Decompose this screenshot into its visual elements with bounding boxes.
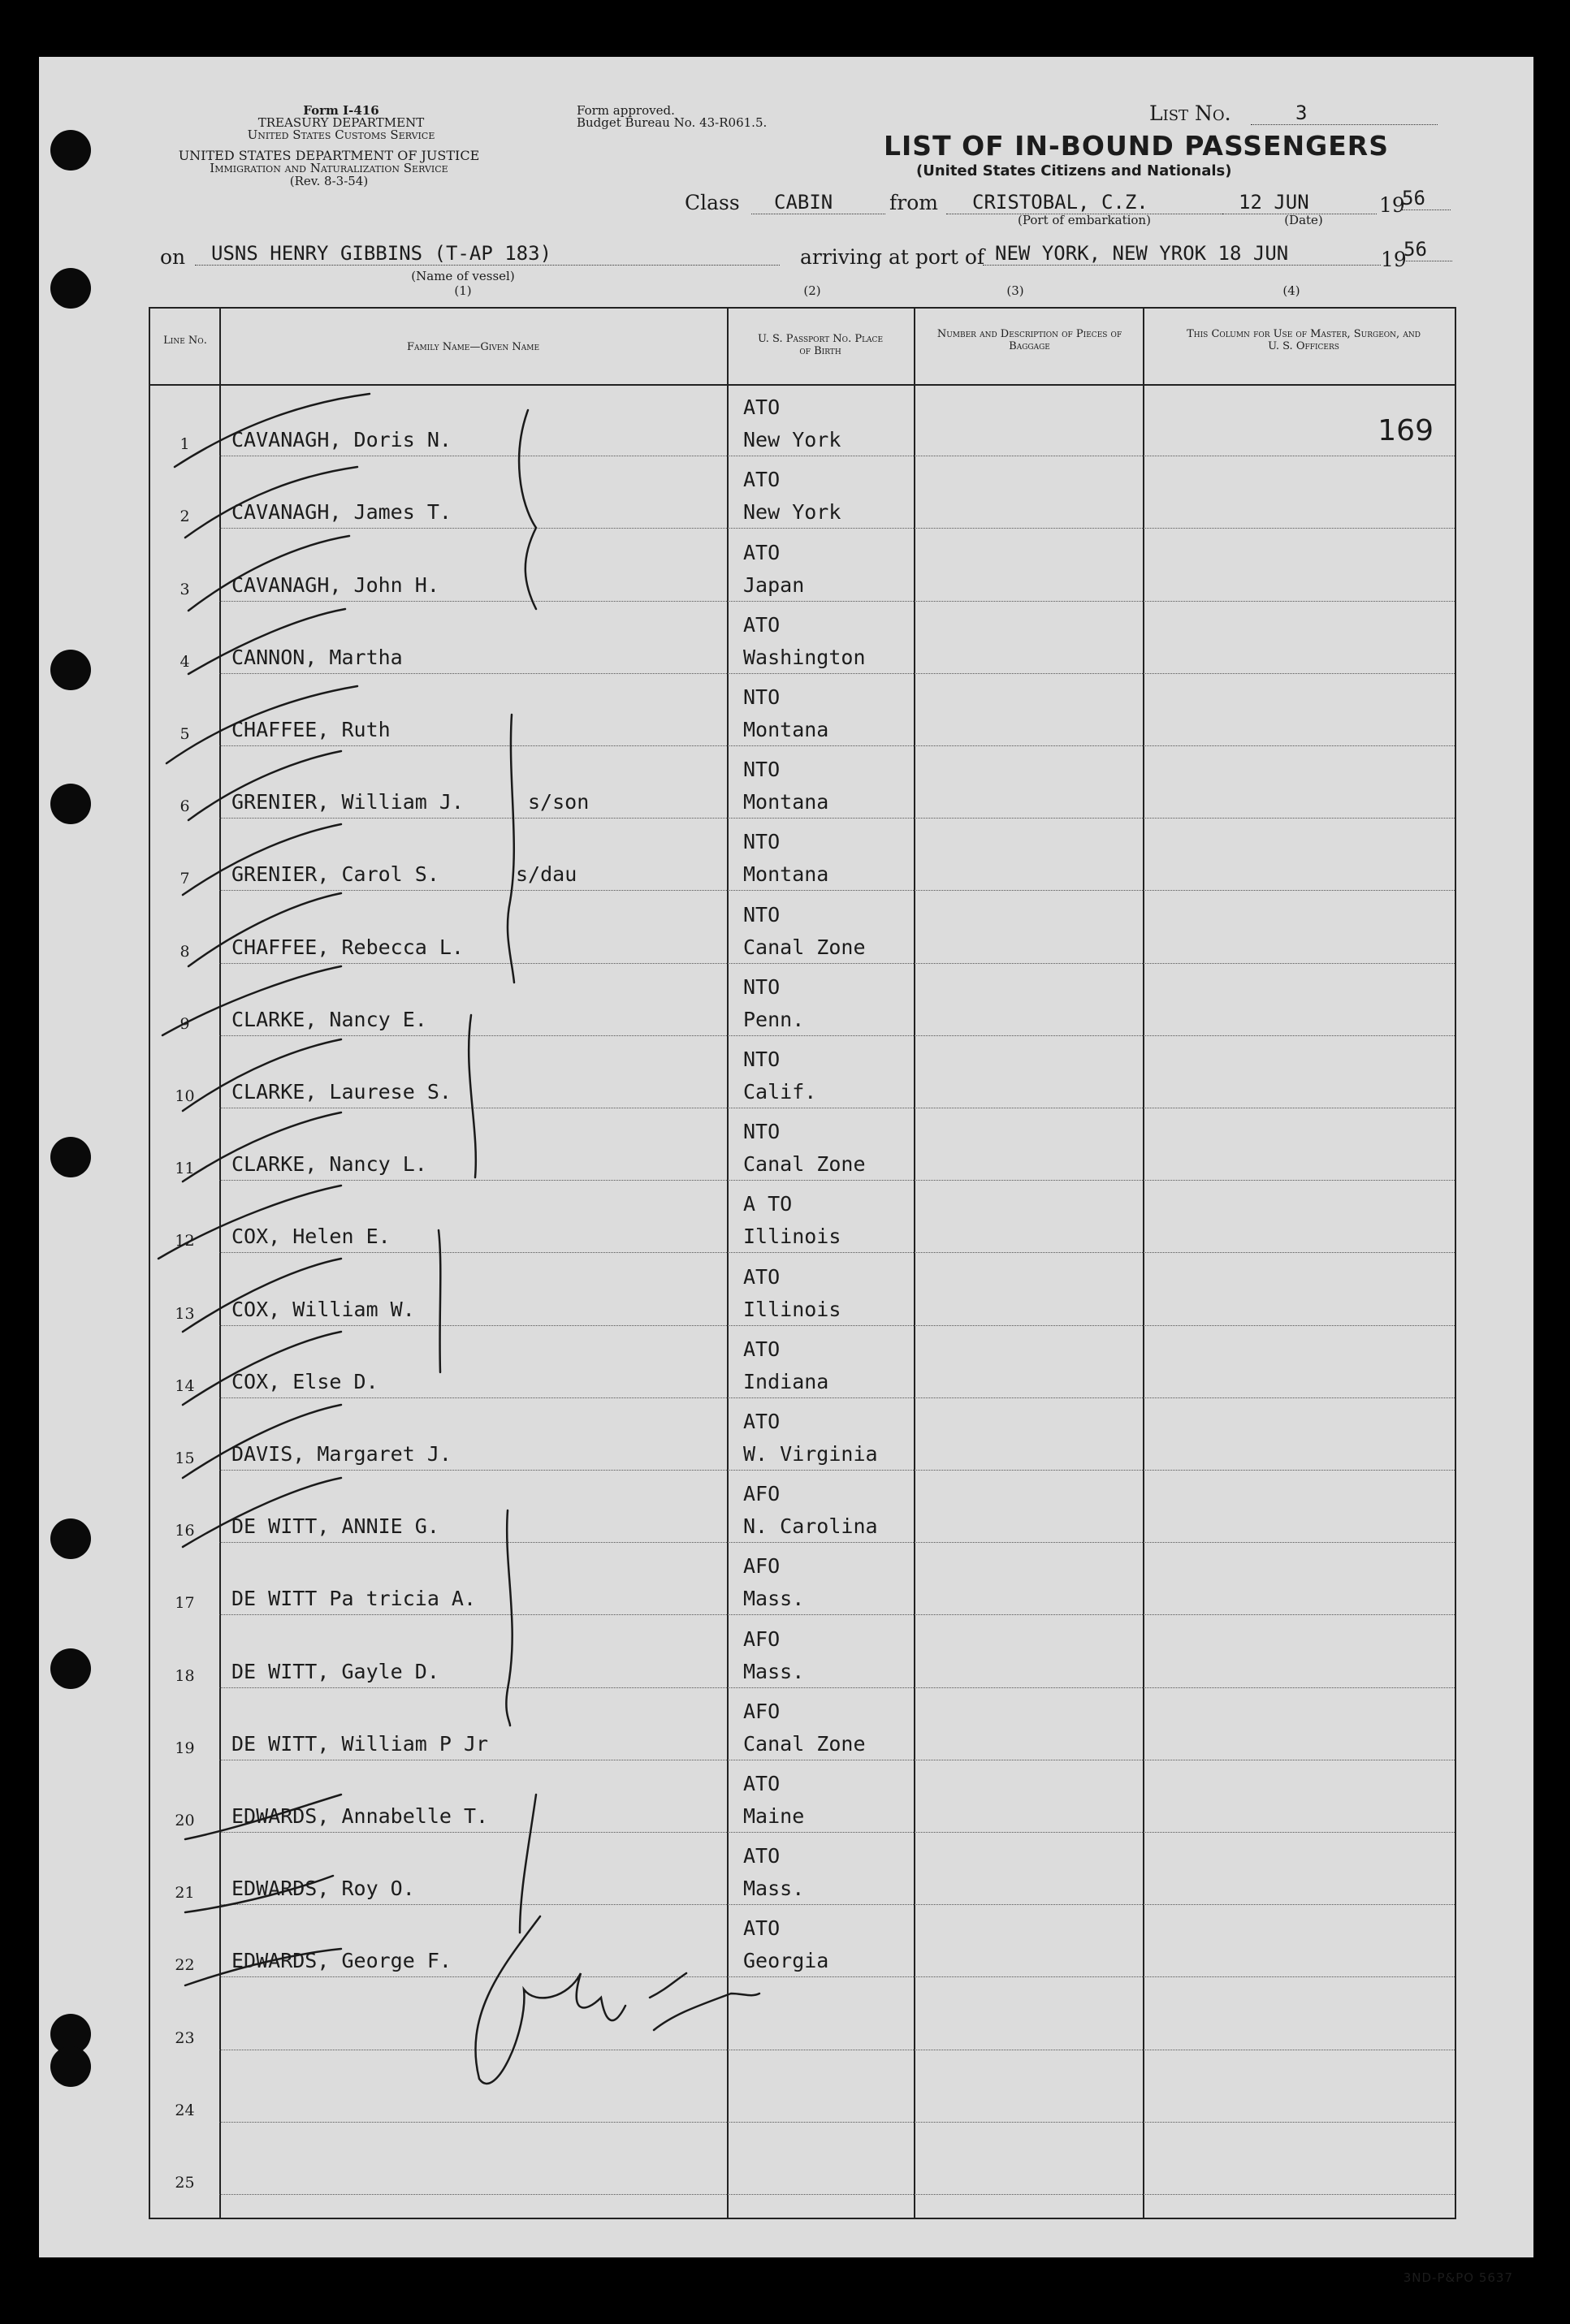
line-number: 21 [175, 1884, 195, 1903]
line-number: 17 [175, 1594, 195, 1613]
place-of-birth: N. Carolina [743, 1514, 878, 1539]
passenger-name: CLARKE, Laurese S. [231, 1079, 452, 1104]
table-row [150, 1833, 1455, 1905]
passenger-name: EDWARDS, George F. [231, 1949, 452, 1973]
table-row [150, 746, 1455, 819]
place-of-birth: Japan [743, 572, 805, 597]
arrival-year-prefix: 19 [1381, 248, 1407, 271]
passenger-name: CAVANAGH, John H. [231, 572, 439, 597]
class-label: Class [685, 191, 740, 214]
passport-code: A TO [743, 1192, 793, 1216]
line-number: 18 [175, 1666, 195, 1685]
place-of-birth: Illinois [743, 1225, 841, 1249]
table-row [150, 1543, 1455, 1615]
passenger-name: CAVANAGH, James T. [231, 500, 452, 525]
line-number: 22 [175, 1956, 195, 1975]
line-number: 12 [175, 1232, 195, 1251]
header-officers: This Column for Use of Master, Surgeon, and U. S. Officers [1187, 328, 1421, 352]
passport-code: ATO [743, 1916, 781, 1941]
budget-bureau: Budget Bureau No. 43-R061.5. [577, 115, 768, 130]
list-no-value: 3 [1251, 102, 1438, 125]
column-1-number: (1) [454, 283, 472, 298]
line-number: 4 [179, 652, 190, 671]
relation-note: s/dau [516, 862, 577, 887]
line-number: 19 [175, 1739, 195, 1757]
place-of-birth: Canal Zone [743, 935, 866, 959]
line-number: 15 [175, 1449, 195, 1467]
header-baggage: Number and Description of Pieces of Baggage [936, 328, 1122, 352]
passenger-name: EDWARDS, Annabelle T. [231, 1803, 489, 1828]
passenger-name: COX, Else D. [231, 1369, 378, 1393]
place-of-birth: Illinois [743, 1297, 841, 1321]
passenger-name: GRENIER, Carol S. [231, 862, 439, 887]
line-number: 10 [175, 1086, 195, 1105]
place-of-birth: Montana [743, 790, 829, 814]
place-of-birth: Indiana [743, 1369, 829, 1393]
year-suffix: 56 [1402, 187, 1451, 210]
passenger-name: EDWARDS, Roy O. [231, 1877, 415, 1901]
passenger-name: CANNON, Martha [231, 645, 403, 669]
place-of-birth: Calif. [743, 1079, 817, 1104]
place-of-birth: Mass. [743, 1659, 805, 1683]
form-title: LIST OF IN-BOUND PASSENGERS [884, 130, 1389, 162]
passenger-name: COX, William W. [231, 1297, 415, 1321]
passport-code: ATO [743, 1337, 781, 1361]
passport-code: NTO [743, 685, 781, 709]
on-label: on [160, 245, 186, 269]
passenger-name: DE WITT, ANNIE G. [231, 1514, 439, 1539]
table-row [150, 529, 1455, 601]
place-of-birth: New York [743, 428, 841, 452]
table-row [150, 1036, 1455, 1108]
table-row [150, 384, 1455, 456]
arriving-label: arriving at port of [800, 245, 985, 269]
column-3-number: (3) [1006, 283, 1024, 298]
passenger-name: CAVANAGH, Doris N. [231, 428, 452, 452]
arrival-year-suffix: 56 [1403, 238, 1452, 261]
line-number: 14 [175, 1376, 195, 1395]
passenger-name: CLARKE, Nancy L. [231, 1152, 427, 1177]
line-number: 3 [179, 580, 190, 598]
line-number: 20 [175, 1811, 195, 1829]
customs-label: United States Customs Service [247, 127, 435, 142]
line-number: 25 [175, 2173, 195, 2192]
line-number: 1 [179, 435, 190, 454]
place-of-birth: Mass. [743, 1587, 805, 1611]
place-of-birth: Maine [743, 1803, 805, 1828]
line-number: 5 [179, 724, 190, 743]
passport-code: ATO [743, 1771, 781, 1795]
justice-label: UNITED STATES DEPARTMENT OF JUSTICE [178, 148, 480, 163]
table-row [150, 1471, 1455, 1543]
row-rule [219, 2194, 1455, 2195]
embark-date: 12 JUN [1222, 191, 1377, 214]
header-line-no: Line No. [163, 335, 207, 347]
punch-hole [50, 1518, 91, 1559]
treasury-label: TREASURY DEPARTMENT [257, 115, 425, 130]
vessel-caption: (Name of vessel) [411, 269, 515, 283]
list-no-label: List No. [1149, 102, 1231, 125]
passenger-total: 169 [1378, 414, 1434, 447]
passenger-name: GRENIER, William J. [231, 790, 464, 814]
line-number: 16 [175, 1522, 195, 1540]
punch-hole [50, 1137, 91, 1177]
table-row [150, 819, 1455, 891]
place-of-birth: Washington [743, 645, 866, 669]
place-of-birth: Montana [743, 717, 829, 741]
passport-code: NTO [743, 758, 781, 782]
punch-hole [50, 784, 91, 824]
passport-code: NTO [743, 1047, 781, 1071]
place-of-birth: New York [743, 500, 841, 525]
passport-code: ATO [743, 395, 781, 420]
form-subtitle: (United States Citizens and Nationals) [916, 162, 1232, 179]
table-row [150, 2050, 1455, 2123]
punch-hole [50, 130, 91, 171]
place-of-birth: Canal Zone [743, 1731, 866, 1756]
revision-label: (Rev. 8-3-54) [289, 174, 369, 188]
ins-label: Immigration and Naturalization Service [210, 161, 448, 175]
header-passport: U. S. Passport No. Place of Birth [757, 333, 884, 357]
place-of-birth: Montana [743, 862, 829, 887]
table-row [150, 2123, 1455, 2195]
from-label: from [889, 191, 938, 214]
passenger-name: CLARKE, Nancy E. [231, 1007, 427, 1031]
place-of-birth: Penn. [743, 1007, 805, 1031]
passenger-name: DE WITT Pa tricia A. [231, 1587, 477, 1611]
column-2-number: (2) [803, 283, 821, 298]
line-number: 24 [175, 2101, 195, 2119]
line-number: 9 [179, 1014, 190, 1033]
line-number: 6 [179, 797, 190, 816]
line-number: 11 [175, 1160, 195, 1178]
table-row [150, 602, 1455, 674]
table-row [150, 1615, 1455, 1687]
passenger-name: CHAFFEE, Ruth [231, 717, 391, 741]
table-row [150, 1760, 1455, 1833]
year-prefix: 19 [1379, 193, 1405, 217]
date-caption: (Date) [1284, 213, 1323, 227]
passport-code: NTO [743, 974, 781, 999]
place-of-birth: Georgia [743, 1949, 829, 1973]
header-name: Family Name—Given Name [406, 341, 540, 353]
table-row [150, 1326, 1455, 1398]
passport-code: ATO [743, 468, 781, 492]
printer-code: 3ND-P&PO 5637 [1403, 2270, 1513, 2285]
place-of-birth: Canal Zone [743, 1152, 866, 1177]
embark-port: CRISTOBAL, C.Z. [946, 191, 1222, 214]
passenger-name: CHAFFEE, Rebecca L. [231, 935, 464, 959]
punch-hole [50, 1648, 91, 1689]
vessel-name: USNS HENRY GIBBINS (T-AP 183) [195, 242, 780, 266]
passenger-table [149, 307, 1456, 2219]
passport-code: AFO [743, 1554, 781, 1579]
passport-code: ATO [743, 1409, 781, 1433]
line-number: 8 [179, 942, 190, 961]
table-row [150, 1253, 1455, 1325]
table-row [150, 1181, 1455, 1253]
table-row [150, 1108, 1455, 1181]
passport-code: ATO [743, 540, 781, 564]
form-approved: Form approved. [577, 103, 675, 118]
passenger-name: DE WITT, Gayle D. [231, 1659, 439, 1683]
table-row [150, 1688, 1455, 1760]
line-number: 23 [175, 2028, 195, 2047]
form-number: Form I-416 [303, 103, 379, 118]
place-of-birth: W. Virginia [743, 1441, 878, 1466]
passport-code: NTO [743, 902, 781, 927]
passport-code: ATO [743, 1264, 781, 1289]
punch-hole [50, 2046, 91, 2087]
passport-code: AFO [743, 1699, 781, 1723]
arrival-port: NEW YORK, NEW YROK 18 JUN [983, 242, 1381, 266]
punch-hole [50, 268, 91, 309]
line-number: 2 [179, 508, 190, 526]
passenger-name: DAVIS, Margaret J. [231, 1441, 452, 1466]
table-row [150, 1905, 1455, 1977]
table-row [150, 1977, 1455, 2050]
passport-code: ATO [743, 612, 781, 637]
punch-hole [50, 650, 91, 690]
line-number: 13 [175, 1304, 195, 1323]
column-4-number: (4) [1282, 283, 1300, 298]
table-row [150, 964, 1455, 1036]
embark-caption: (Port of embarkation) [1018, 213, 1151, 227]
passport-code: AFO [743, 1626, 781, 1651]
passenger-name: COX, Helen E. [231, 1225, 391, 1249]
passport-code: NTO [743, 1120, 781, 1144]
table-row [150, 1398, 1455, 1471]
passenger-name: DE WITT, William P Jr [231, 1731, 489, 1756]
passport-code: AFO [743, 1482, 781, 1506]
table-row [150, 674, 1455, 746]
table-row [150, 456, 1455, 529]
passport-code: ATO [743, 1844, 781, 1868]
place-of-birth: Mass. [743, 1877, 805, 1901]
passport-code: NTO [743, 830, 781, 854]
table-row [150, 891, 1455, 963]
relation-note: s/son [528, 790, 590, 814]
line-number: 7 [179, 870, 190, 888]
class-value: CABIN [751, 191, 885, 214]
